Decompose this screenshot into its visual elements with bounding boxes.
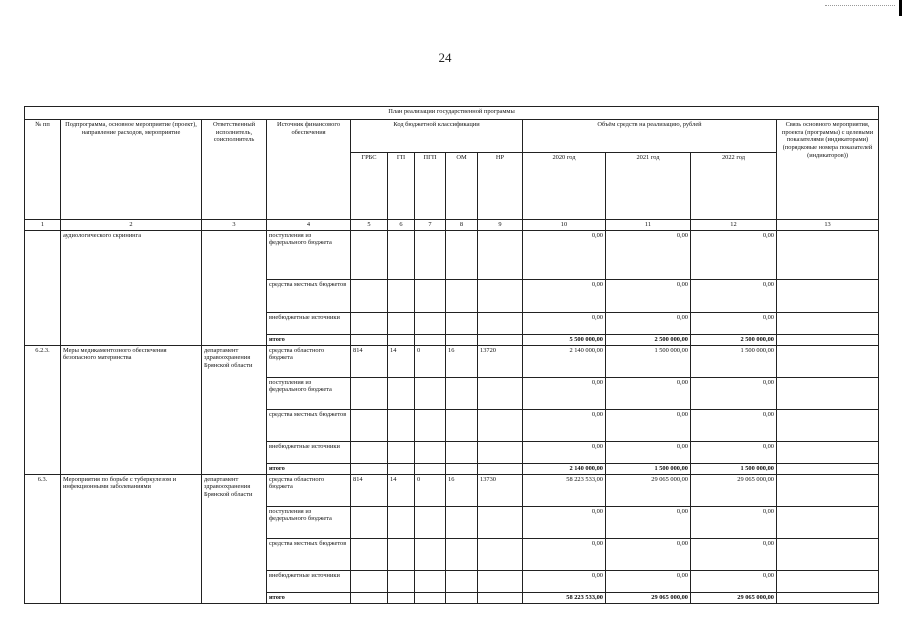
header-responsible: Ответственный исполнитель, соисполнитель <box>202 120 267 220</box>
amount-2021: 0,00 <box>606 441 691 463</box>
code-gp <box>388 538 415 570</box>
amount-2022: 29 065 000,00 <box>691 474 777 506</box>
item-number: 6.2.3. <box>25 345 61 474</box>
code-nr <box>478 570 523 592</box>
indicator-link <box>777 409 879 441</box>
code-nr <box>478 463 523 474</box>
code-grbs <box>351 441 388 463</box>
col-number: 7 <box>415 220 446 231</box>
code-om <box>446 377 478 409</box>
amount-2020: 0,00 <box>523 279 606 312</box>
amount-2021: 0,00 <box>606 570 691 592</box>
code-pgp: 0 <box>415 345 446 377</box>
header-subprogram: Подпрограмма, основное мероприятие (проект), направление расходов, мероприятие <box>61 120 202 220</box>
code-nr: 13720 <box>478 345 523 377</box>
indicator-link <box>777 463 879 474</box>
code-gp <box>388 506 415 538</box>
amount-2020: 0,00 <box>523 506 606 538</box>
code-gp: 14 <box>388 345 415 377</box>
code-gp <box>388 230 415 279</box>
code-pgp <box>415 279 446 312</box>
amount-2021: 2 500 000,00 <box>606 334 691 345</box>
funding-source: поступления из федерального бюджета <box>267 230 351 279</box>
indicator-link <box>777 230 879 279</box>
col-number: 9 <box>478 220 523 231</box>
code-gp <box>388 279 415 312</box>
code-pgp <box>415 312 446 334</box>
code-om <box>446 334 478 345</box>
table-row <box>25 345 879 377</box>
amount-2020: 0,00 <box>523 538 606 570</box>
funding-source: итого <box>267 334 351 345</box>
indicator-link <box>777 506 879 538</box>
program-plan-table <box>24 106 879 604</box>
code-nr <box>478 538 523 570</box>
funding-source: средства местных бюджетов <box>267 538 351 570</box>
code-om <box>446 592 478 603</box>
amount-2022: 0,00 <box>691 409 777 441</box>
header-nr: НР <box>478 153 523 220</box>
code-om <box>446 312 478 334</box>
indicator-link <box>777 441 879 463</box>
amount-2021: 0,00 <box>606 506 691 538</box>
scan-edge-line <box>825 5 895 6</box>
table-title: План реализации государственной программы <box>25 107 879 120</box>
code-nr <box>478 409 523 441</box>
code-om <box>446 230 478 279</box>
amount-2021: 0,00 <box>606 230 691 279</box>
col-number: 4 <box>267 220 351 231</box>
code-gp <box>388 334 415 345</box>
amount-2022: 29 065 000,00 <box>691 592 777 603</box>
amount-2022: 0,00 <box>691 538 777 570</box>
indicator-link <box>777 377 879 409</box>
code-gp <box>388 377 415 409</box>
indicator-link <box>777 474 879 506</box>
code-pgp: 0 <box>415 474 446 506</box>
amount-2022: 0,00 <box>691 279 777 312</box>
code-grbs <box>351 592 388 603</box>
code-pgp <box>415 538 446 570</box>
funding-source: средства областного бюджета <box>267 345 351 377</box>
amount-2020: 0,00 <box>523 441 606 463</box>
code-nr <box>478 592 523 603</box>
code-pgp <box>415 506 446 538</box>
header-2020: 2020 год <box>523 153 606 220</box>
item-name: Меры медикаментозного обеспечения безопасного материнства <box>61 345 202 474</box>
code-om <box>446 409 478 441</box>
code-gp: 14 <box>388 474 415 506</box>
header-2021: 2021 год <box>606 153 691 220</box>
item-responsible <box>202 230 267 345</box>
funding-source: внебюджетные источники <box>267 441 351 463</box>
amount-2021: 1 500 000,00 <box>606 463 691 474</box>
code-om <box>446 570 478 592</box>
amount-2022: 1 500 000,00 <box>691 463 777 474</box>
code-grbs <box>351 377 388 409</box>
code-grbs <box>351 409 388 441</box>
header-gp: ГП <box>388 153 415 220</box>
indicator-link <box>777 345 879 377</box>
code-grbs <box>351 538 388 570</box>
code-nr <box>478 312 523 334</box>
header-grbs: ГРБС <box>351 153 388 220</box>
code-nr <box>478 279 523 312</box>
code-gp <box>388 441 415 463</box>
column-number-row <box>25 220 879 231</box>
col-number: 3 <box>202 220 267 231</box>
header-link: Связь основного мероприятия, проекта (программы) с целевыми показателями (индикаторами) (порядковые номера показателей (индикаторов)) <box>777 120 879 220</box>
amount-2021: 0,00 <box>606 377 691 409</box>
amount-2021: 0,00 <box>606 409 691 441</box>
code-gp <box>388 312 415 334</box>
code-gp <box>388 570 415 592</box>
code-om <box>446 506 478 538</box>
funding-source: средства областного бюджета <box>267 474 351 506</box>
amount-2022: 0,00 <box>691 377 777 409</box>
amount-2020: 0,00 <box>523 312 606 334</box>
code-pgp <box>415 592 446 603</box>
amount-2020: 58 223 533,00 <box>523 592 606 603</box>
indicator-link <box>777 538 879 570</box>
code-om: 16 <box>446 345 478 377</box>
funding-source: внебюджетные источники <box>267 312 351 334</box>
amount-2020: 0,00 <box>523 377 606 409</box>
amount-2022: 0,00 <box>691 230 777 279</box>
funding-source: внебюджетные источники <box>267 570 351 592</box>
code-pgp <box>415 377 446 409</box>
header-om: ОМ <box>446 153 478 220</box>
funding-source: итого <box>267 463 351 474</box>
code-nr: 13730 <box>478 474 523 506</box>
header-pgp: ПГП <box>415 153 446 220</box>
amount-2020: 2 140 000,00 <box>523 463 606 474</box>
amount-2021: 1 500 000,00 <box>606 345 691 377</box>
code-grbs <box>351 230 388 279</box>
col-number: 6 <box>388 220 415 231</box>
amount-2022: 0,00 <box>691 506 777 538</box>
col-number: 1 <box>25 220 61 231</box>
amount-2022: 0,00 <box>691 570 777 592</box>
code-om <box>446 279 478 312</box>
funding-source: средства местных бюджетов <box>267 409 351 441</box>
code-gp <box>388 409 415 441</box>
amount-2020: 58 223 533,00 <box>523 474 606 506</box>
code-nr <box>478 334 523 345</box>
code-gp <box>388 592 415 603</box>
code-gp <box>388 463 415 474</box>
code-grbs: 814 <box>351 345 388 377</box>
header-2022: 2022 год <box>691 153 777 220</box>
item-number: 6.3. <box>25 474 61 603</box>
amount-2022: 0,00 <box>691 441 777 463</box>
amount-2021: 0,00 <box>606 279 691 312</box>
code-pgp <box>415 409 446 441</box>
amount-2020: 5 500 000,00 <box>523 334 606 345</box>
amount-2021: 0,00 <box>606 538 691 570</box>
indicator-link <box>777 592 879 603</box>
code-grbs <box>351 570 388 592</box>
amount-2021: 29 065 000,00 <box>606 592 691 603</box>
indicator-link <box>777 334 879 345</box>
col-number: 13 <box>777 220 879 231</box>
item-name: Мероприятия по борьбе с туберкулезом и инфекционными заболеваниями <box>61 474 202 603</box>
code-nr <box>478 506 523 538</box>
amount-2021: 0,00 <box>606 312 691 334</box>
code-om <box>446 538 478 570</box>
header-volume: Объём средств на реализацию, рублей <box>523 120 777 153</box>
item-name: аудиологического скрининга <box>61 230 202 345</box>
item-number <box>25 230 61 345</box>
table-row <box>25 230 879 279</box>
indicator-link <box>777 312 879 334</box>
code-pgp <box>415 463 446 474</box>
code-grbs <box>351 312 388 334</box>
header-row-1 <box>25 120 879 153</box>
col-number: 10 <box>523 220 606 231</box>
indicator-link <box>777 279 879 312</box>
col-number: 12 <box>691 220 777 231</box>
amount-2022: 1 500 000,00 <box>691 345 777 377</box>
code-grbs <box>351 279 388 312</box>
col-number: 8 <box>446 220 478 231</box>
amount-2020: 0,00 <box>523 570 606 592</box>
code-pgp <box>415 230 446 279</box>
funding-source: итого <box>267 592 351 603</box>
header-source: Источник финансового обеспечения <box>267 120 351 220</box>
col-number: 2 <box>61 220 202 231</box>
amount-2021: 29 065 000,00 <box>606 474 691 506</box>
code-om <box>446 463 478 474</box>
amount-2020: 0,00 <box>523 409 606 441</box>
col-number: 11 <box>606 220 691 231</box>
header-num: № пп <box>25 120 61 220</box>
code-grbs: 814 <box>351 474 388 506</box>
code-pgp <box>415 334 446 345</box>
indicator-link <box>777 570 879 592</box>
amount-2020: 2 140 000,00 <box>523 345 606 377</box>
table-row <box>25 474 879 506</box>
scan-edge-mark <box>899 0 902 16</box>
amount-2020: 0,00 <box>523 230 606 279</box>
funding-source: средства местных бюджетов <box>267 279 351 312</box>
funding-source: поступления из федерального бюджета <box>267 506 351 538</box>
page-number: 24 <box>438 50 452 65</box>
code-nr <box>478 377 523 409</box>
code-grbs <box>351 463 388 474</box>
table-title-row <box>25 107 879 120</box>
amount-2022: 2 500 000,00 <box>691 334 777 345</box>
code-om: 16 <box>446 474 478 506</box>
item-responsible: департамент здравоохранения Брянской области <box>202 345 267 474</box>
code-nr <box>478 441 523 463</box>
code-grbs <box>351 334 388 345</box>
col-number: 5 <box>351 220 388 231</box>
item-responsible: департамент здравоохранения Брянской области <box>202 474 267 603</box>
funding-source: поступления из федерального бюджета <box>267 377 351 409</box>
code-om <box>446 441 478 463</box>
code-pgp <box>415 441 446 463</box>
amount-2022: 0,00 <box>691 312 777 334</box>
code-pgp <box>415 570 446 592</box>
code-grbs <box>351 506 388 538</box>
header-budget-code: Код бюджетной классификации <box>351 120 523 153</box>
code-nr <box>478 230 523 279</box>
